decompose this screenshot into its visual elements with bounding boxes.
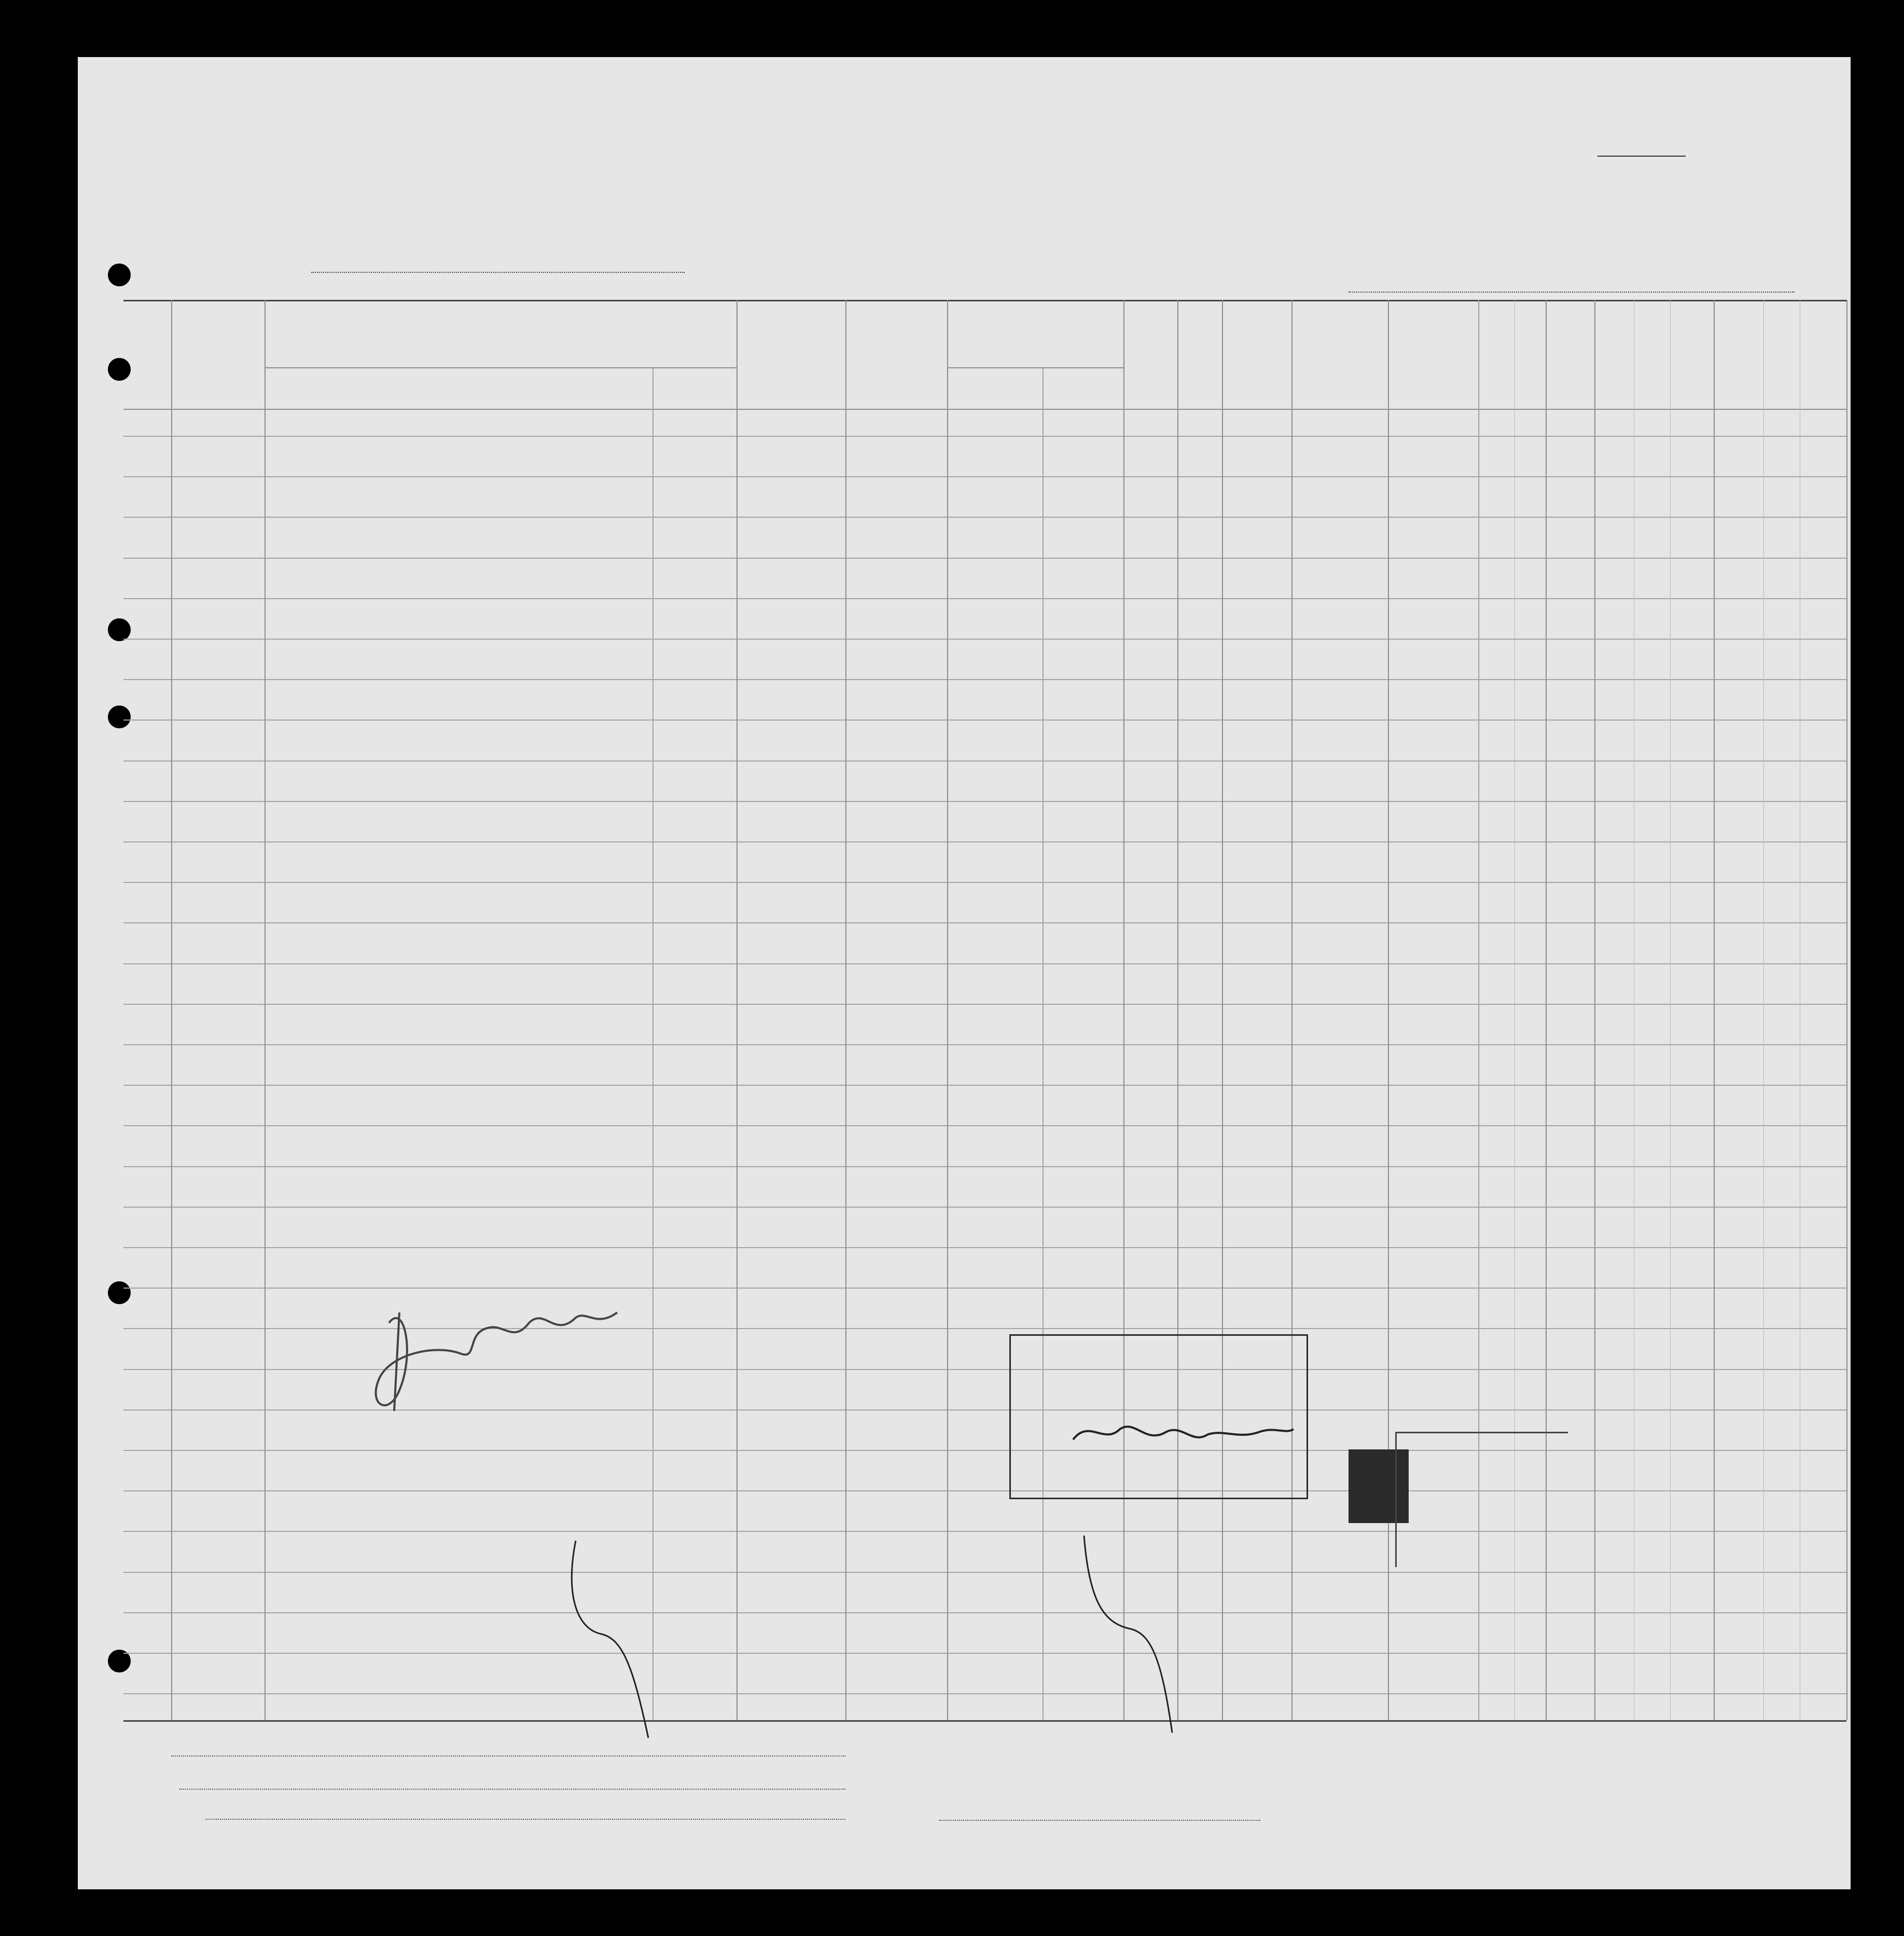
inspector-signature — [358, 1292, 648, 1447]
consul-signature — [1068, 1414, 1296, 1455]
row-rule — [123, 841, 1846, 842]
sheet-value — [1597, 156, 1686, 157]
column-rule — [652, 368, 654, 1720]
from-port-value — [1349, 291, 1795, 293]
row-rule — [123, 598, 1846, 599]
column-rule — [1177, 300, 1178, 1720]
row-rule — [123, 1166, 1846, 1167]
row-rule — [123, 922, 1846, 923]
row-rule — [123, 963, 1846, 964]
row-rule — [123, 1044, 1846, 1045]
table-bottom-rule — [123, 1720, 1846, 1722]
pen-mark — [555, 1530, 690, 1748]
row-rule — [123, 1653, 1846, 1654]
row-rule — [123, 1247, 1846, 1248]
row-rule — [123, 436, 1846, 437]
row-rule — [123, 679, 1846, 680]
inspector-rule — [939, 1820, 1260, 1821]
row-rule — [123, 882, 1846, 883]
row-rule — [123, 1490, 1846, 1491]
kobe-consulate-stamp — [1395, 1432, 1568, 1567]
punch-hole — [108, 264, 131, 286]
subheader-rule — [265, 367, 736, 368]
column-rule — [1594, 300, 1595, 1720]
row-rule — [123, 476, 1846, 477]
column-rule — [1043, 368, 1044, 1720]
column-rule — [265, 300, 266, 1720]
row-rule — [123, 1612, 1846, 1613]
line-rule — [171, 1755, 845, 1757]
column-rule — [1291, 300, 1293, 1720]
consulate-visa-stamp — [1009, 1334, 1308, 1499]
ledger-rule — [1763, 300, 1764, 1720]
column-rule — [1222, 300, 1223, 1720]
manifest-sheet — [78, 57, 1851, 1889]
sheet-number — [1597, 144, 1686, 161]
row-rule — [123, 1125, 1846, 1126]
pen-mark — [1074, 1525, 1198, 1743]
row-rule — [123, 517, 1846, 518]
row-rule — [123, 1572, 1846, 1573]
column-rule — [845, 300, 846, 1720]
row-rule — [123, 1085, 1846, 1086]
row-rule — [123, 1288, 1846, 1289]
table-top-rule — [123, 300, 1846, 301]
vessel-name — [311, 272, 685, 273]
ledger-rule — [1670, 300, 1671, 1720]
row-rule — [123, 1004, 1846, 1005]
closed-with — [1007, 1304, 1064, 1321]
row-rule — [123, 760, 1846, 762]
punch-hole — [108, 618, 131, 641]
column-rule — [171, 300, 172, 1720]
punch-hole — [108, 358, 131, 381]
row-rule — [123, 558, 1846, 559]
row-rule — [123, 720, 1846, 721]
header-bottom-rule — [123, 409, 1846, 410]
subheader-rule — [947, 367, 1123, 368]
column-rule — [947, 300, 948, 1720]
row-rule — [123, 1693, 1846, 1694]
column-rule — [1123, 300, 1124, 1720]
punch-hole — [108, 1281, 131, 1304]
row-rule — [123, 801, 1846, 802]
row-rule — [123, 1207, 1846, 1208]
column-rule — [1714, 300, 1715, 1720]
column-rule — [736, 300, 738, 1720]
punch-hole — [108, 706, 131, 728]
column-rule — [1846, 300, 1847, 1720]
owners-rule — [179, 1789, 845, 1790]
row-rule — [123, 1531, 1846, 1532]
agents-rule — [205, 1819, 845, 1820]
row-rule — [123, 1450, 1846, 1451]
row-rule — [123, 639, 1846, 640]
